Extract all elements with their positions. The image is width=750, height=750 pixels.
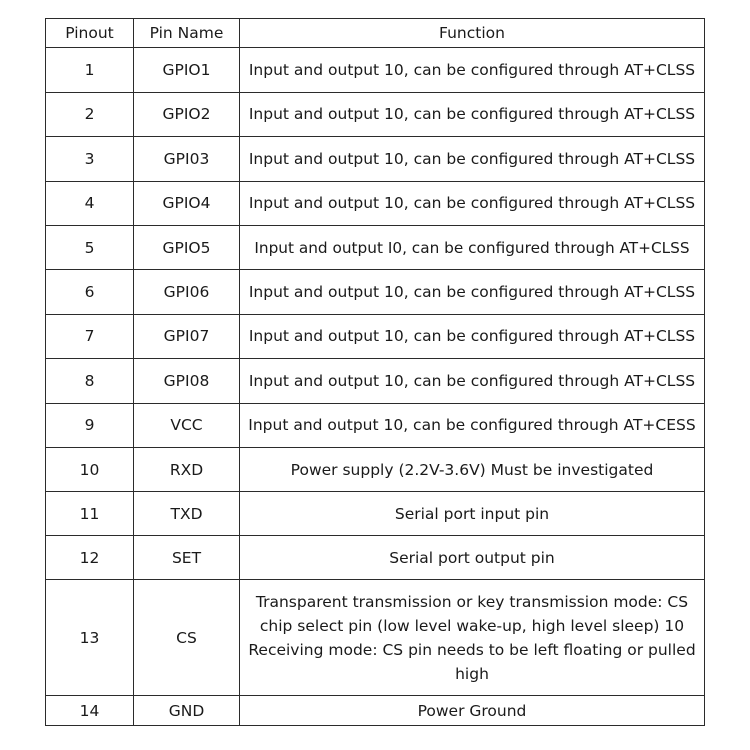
pin-name-cell: GPI08: [134, 359, 240, 404]
function-cell: Input and output 10, can be configured through AT+CLSS: [240, 270, 705, 315]
pinout-table: [45, 18, 705, 726]
pinout-cell: 14: [46, 696, 134, 726]
pinout-cell: 10: [46, 448, 134, 492]
function-cell: Input and output 10, can be configured through AT+CLSS: [240, 137, 705, 182]
function-cell: Transparent transmission or key transmission mode: CS chip select pin (low level wake-up, high level sleep) 10 Receiving mode: CS pin needs to be left floating or pulled high: [240, 580, 705, 696]
table-row: [46, 696, 705, 726]
header-pin-name: Pin Name: [134, 19, 240, 48]
table-row: [46, 359, 705, 404]
pinout-cell: 13: [46, 580, 134, 696]
pin-name-cell: GPI03: [134, 137, 240, 182]
pin-name-cell: SET: [134, 536, 240, 580]
table-row: [46, 137, 705, 182]
pin-name-cell: VCC: [134, 403, 240, 448]
table-row: [46, 314, 705, 359]
function-cell: Input and output 10, can be configured through AT+CLSS: [240, 92, 705, 137]
pinout-cell: 1: [46, 48, 134, 93]
pin-name-cell: GPIO2: [134, 92, 240, 137]
pin-name-cell: GPI07: [134, 314, 240, 359]
pin-name-cell: GPIO5: [134, 226, 240, 270]
pinout-cell: 3: [46, 137, 134, 182]
pinout-cell: 12: [46, 536, 134, 580]
function-cell: Serial port input pin: [240, 492, 705, 536]
pinout-cell: 5: [46, 226, 134, 270]
table-row: [46, 403, 705, 448]
function-cell: Input and output 10, can be configured through AT+CESS: [240, 403, 705, 448]
pinout-cell: 11: [46, 492, 134, 536]
table-row: [46, 270, 705, 315]
pinout-cell: 2: [46, 92, 134, 137]
pin-name-cell: GND: [134, 696, 240, 726]
pin-name-cell: GPIO1: [134, 48, 240, 93]
table-row: [46, 536, 705, 580]
pin-name-cell: GPIO4: [134, 181, 240, 226]
pin-name-cell: RXD: [134, 448, 240, 492]
pinout-cell: 4: [46, 181, 134, 226]
table-row: [46, 92, 705, 137]
function-cell: Input and output 10, can be configured through AT+CLSS: [240, 181, 705, 226]
pin-name-cell: TXD: [134, 492, 240, 536]
pinout-cell: 6: [46, 270, 134, 315]
function-cell: Input and output I0, can be configured through AT+CLSS: [240, 226, 705, 270]
table-row: [46, 226, 705, 270]
table-row: [46, 448, 705, 492]
header-function: Function: [240, 19, 705, 48]
function-cell: Power Ground: [240, 696, 705, 726]
function-cell: Input and output 10, can be configured through AT+CLSS: [240, 359, 705, 404]
pin-name-cell: CS: [134, 580, 240, 696]
function-cell: Serial port output pin: [240, 536, 705, 580]
function-cell: Power supply (2.2V-3.6V) Must be investigated: [240, 448, 705, 492]
table-row: [46, 580, 705, 696]
pin-name-cell: GPI06: [134, 270, 240, 315]
function-cell: Input and output 10, can be configured through AT+CLSS: [240, 314, 705, 359]
table-header-row: [46, 19, 705, 48]
function-cell: Input and output 10, can be configured through AT+CLSS: [240, 48, 705, 93]
pinout-cell: 9: [46, 403, 134, 448]
table-row: [46, 492, 705, 536]
table-row: [46, 181, 705, 226]
header-pinout: Pinout: [46, 19, 134, 48]
pinout-cell: 7: [46, 314, 134, 359]
pinout-cell: 8: [46, 359, 134, 404]
table-row: [46, 48, 705, 93]
